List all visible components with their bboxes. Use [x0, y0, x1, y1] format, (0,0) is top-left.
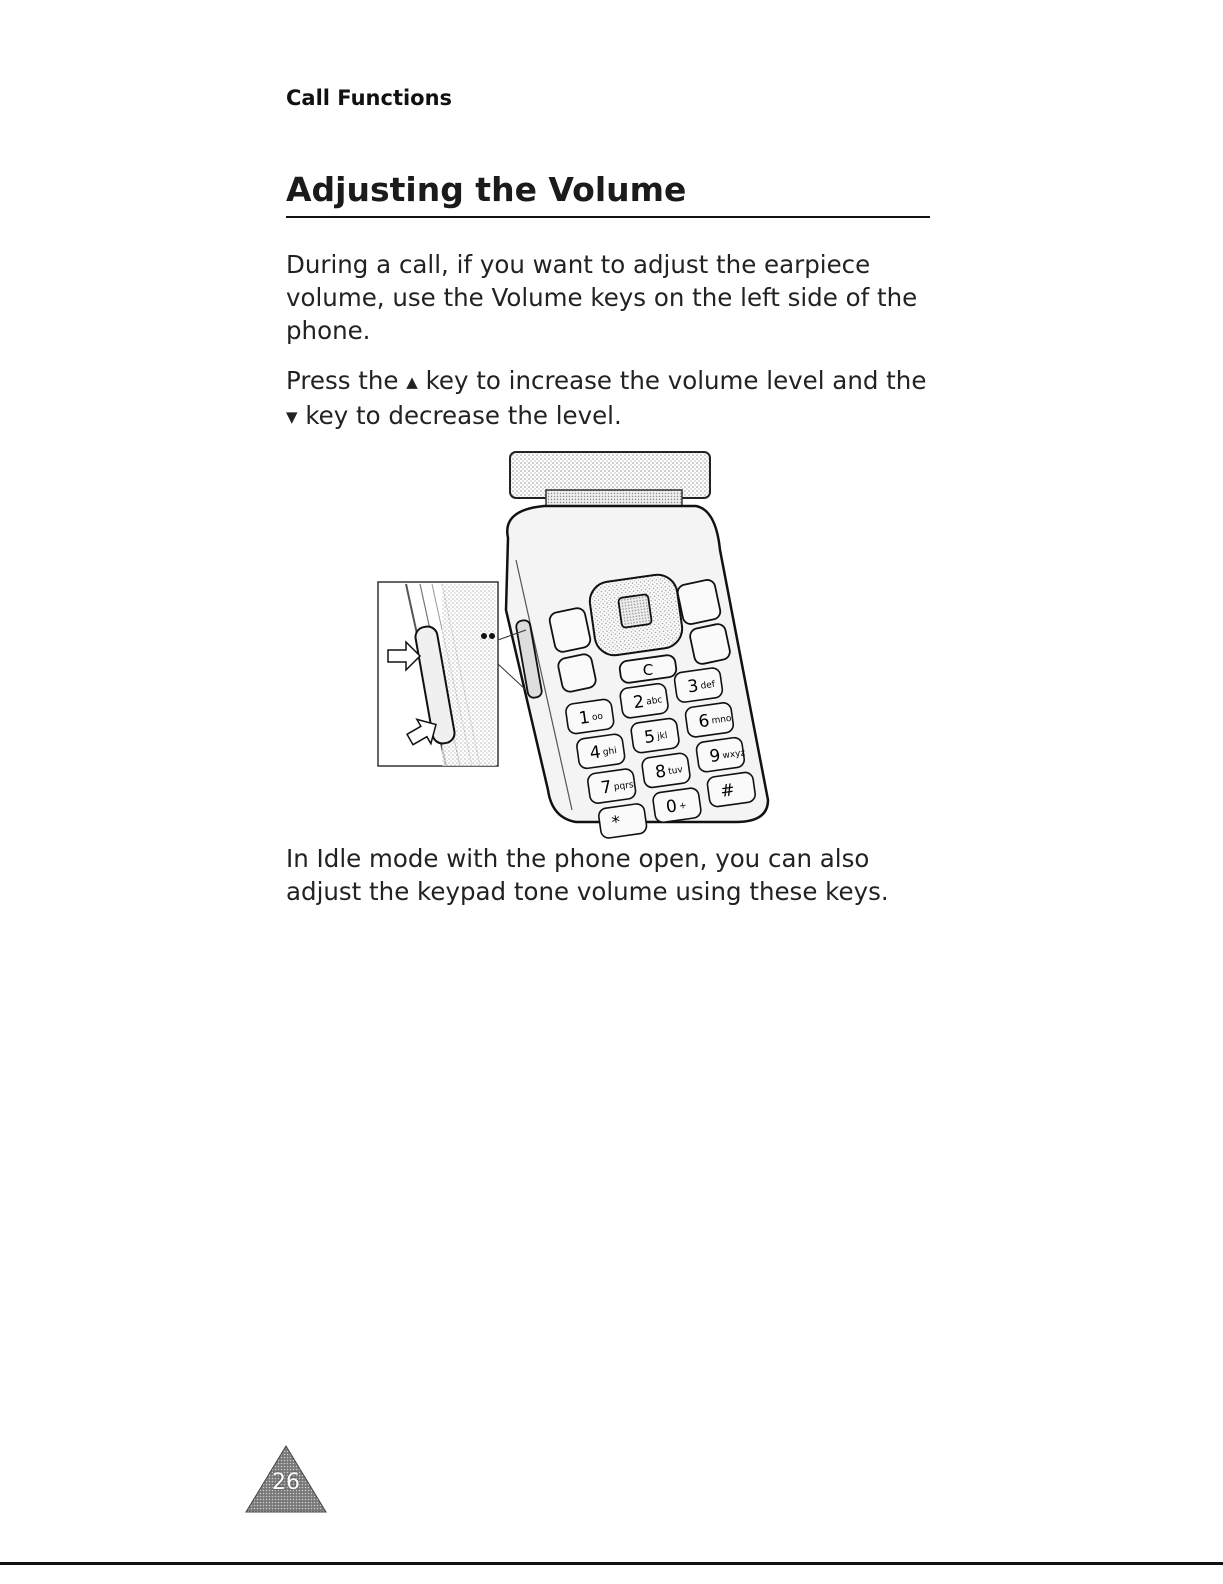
section-header: Call Functions: [286, 86, 453, 110]
keypad-key-label: 4: [588, 742, 603, 764]
volume-up-icon: ▲: [406, 373, 418, 391]
keypad-key-label: 2: [631, 691, 646, 714]
phone-illustration: [376, 450, 768, 834]
paragraph-press-keys: [286, 364, 936, 434]
keypad-key-sublabel: ghi: [602, 746, 618, 758]
bottom-divider: [0, 1562, 1223, 1565]
keypad-key-label: 5: [642, 726, 657, 749]
page-number: 26: [272, 1470, 300, 1495]
keypad-key-sublabel: oo: [591, 711, 604, 724]
keypad-key: [641, 752, 691, 788]
keypad-key: [565, 698, 615, 734]
keypad-key-label: #: [719, 780, 737, 802]
text-segment: key to increase the volume level and the: [417, 366, 927, 395]
clear-key-label: C: [642, 661, 654, 679]
keypad-key-sublabel: pqrs: [613, 780, 635, 793]
volume-down-icon: ▼: [286, 408, 298, 426]
keypad-key-sublabel: abc: [645, 695, 664, 708]
keypad-key-sublabel: wxyz: [721, 748, 746, 762]
keypad-key-label: 7: [599, 777, 614, 799]
text-segment: key to decrease the level.: [297, 401, 622, 430]
keypad-key-label: 9: [708, 745, 722, 768]
title-divider: [286, 216, 930, 218]
keypad-key-label: *: [610, 812, 622, 834]
keypad-key-sublabel: jkl: [656, 730, 669, 743]
keypad-key: [674, 667, 724, 703]
keypad-key-sublabel: tuv: [667, 765, 684, 778]
page-title: Adjusting the Volume: [286, 170, 687, 209]
keypad-key-label: 1: [577, 707, 592, 729]
keypad-key: [630, 718, 680, 754]
keypad-key-sublabel: mno: [710, 713, 733, 727]
paragraph-volume-keys: During a call, if you want to adjust the earpiece volume, use the Volume keys on the left side of the phone.: [286, 250, 918, 345]
keypad-key: [652, 787, 702, 823]
phone-drawing: [376, 450, 768, 834]
keypad-key-sublabel: def: [700, 679, 716, 692]
keypad-key: [576, 733, 626, 769]
keypad-key-label: 8: [653, 761, 668, 783]
keypad-key-label: 6: [697, 710, 711, 733]
keypad-key-label: 0: [664, 796, 679, 818]
paragraph-idle-mode: In Idle mode with the phone open, you can also adjust the keypad tone volume using these keys.: [286, 844, 889, 906]
keypad-key-label: 3: [686, 676, 700, 698]
text-segment: Press the: [286, 366, 407, 395]
keypad-key-sublabel: +: [678, 800, 688, 812]
keypad-key: [598, 803, 648, 839]
